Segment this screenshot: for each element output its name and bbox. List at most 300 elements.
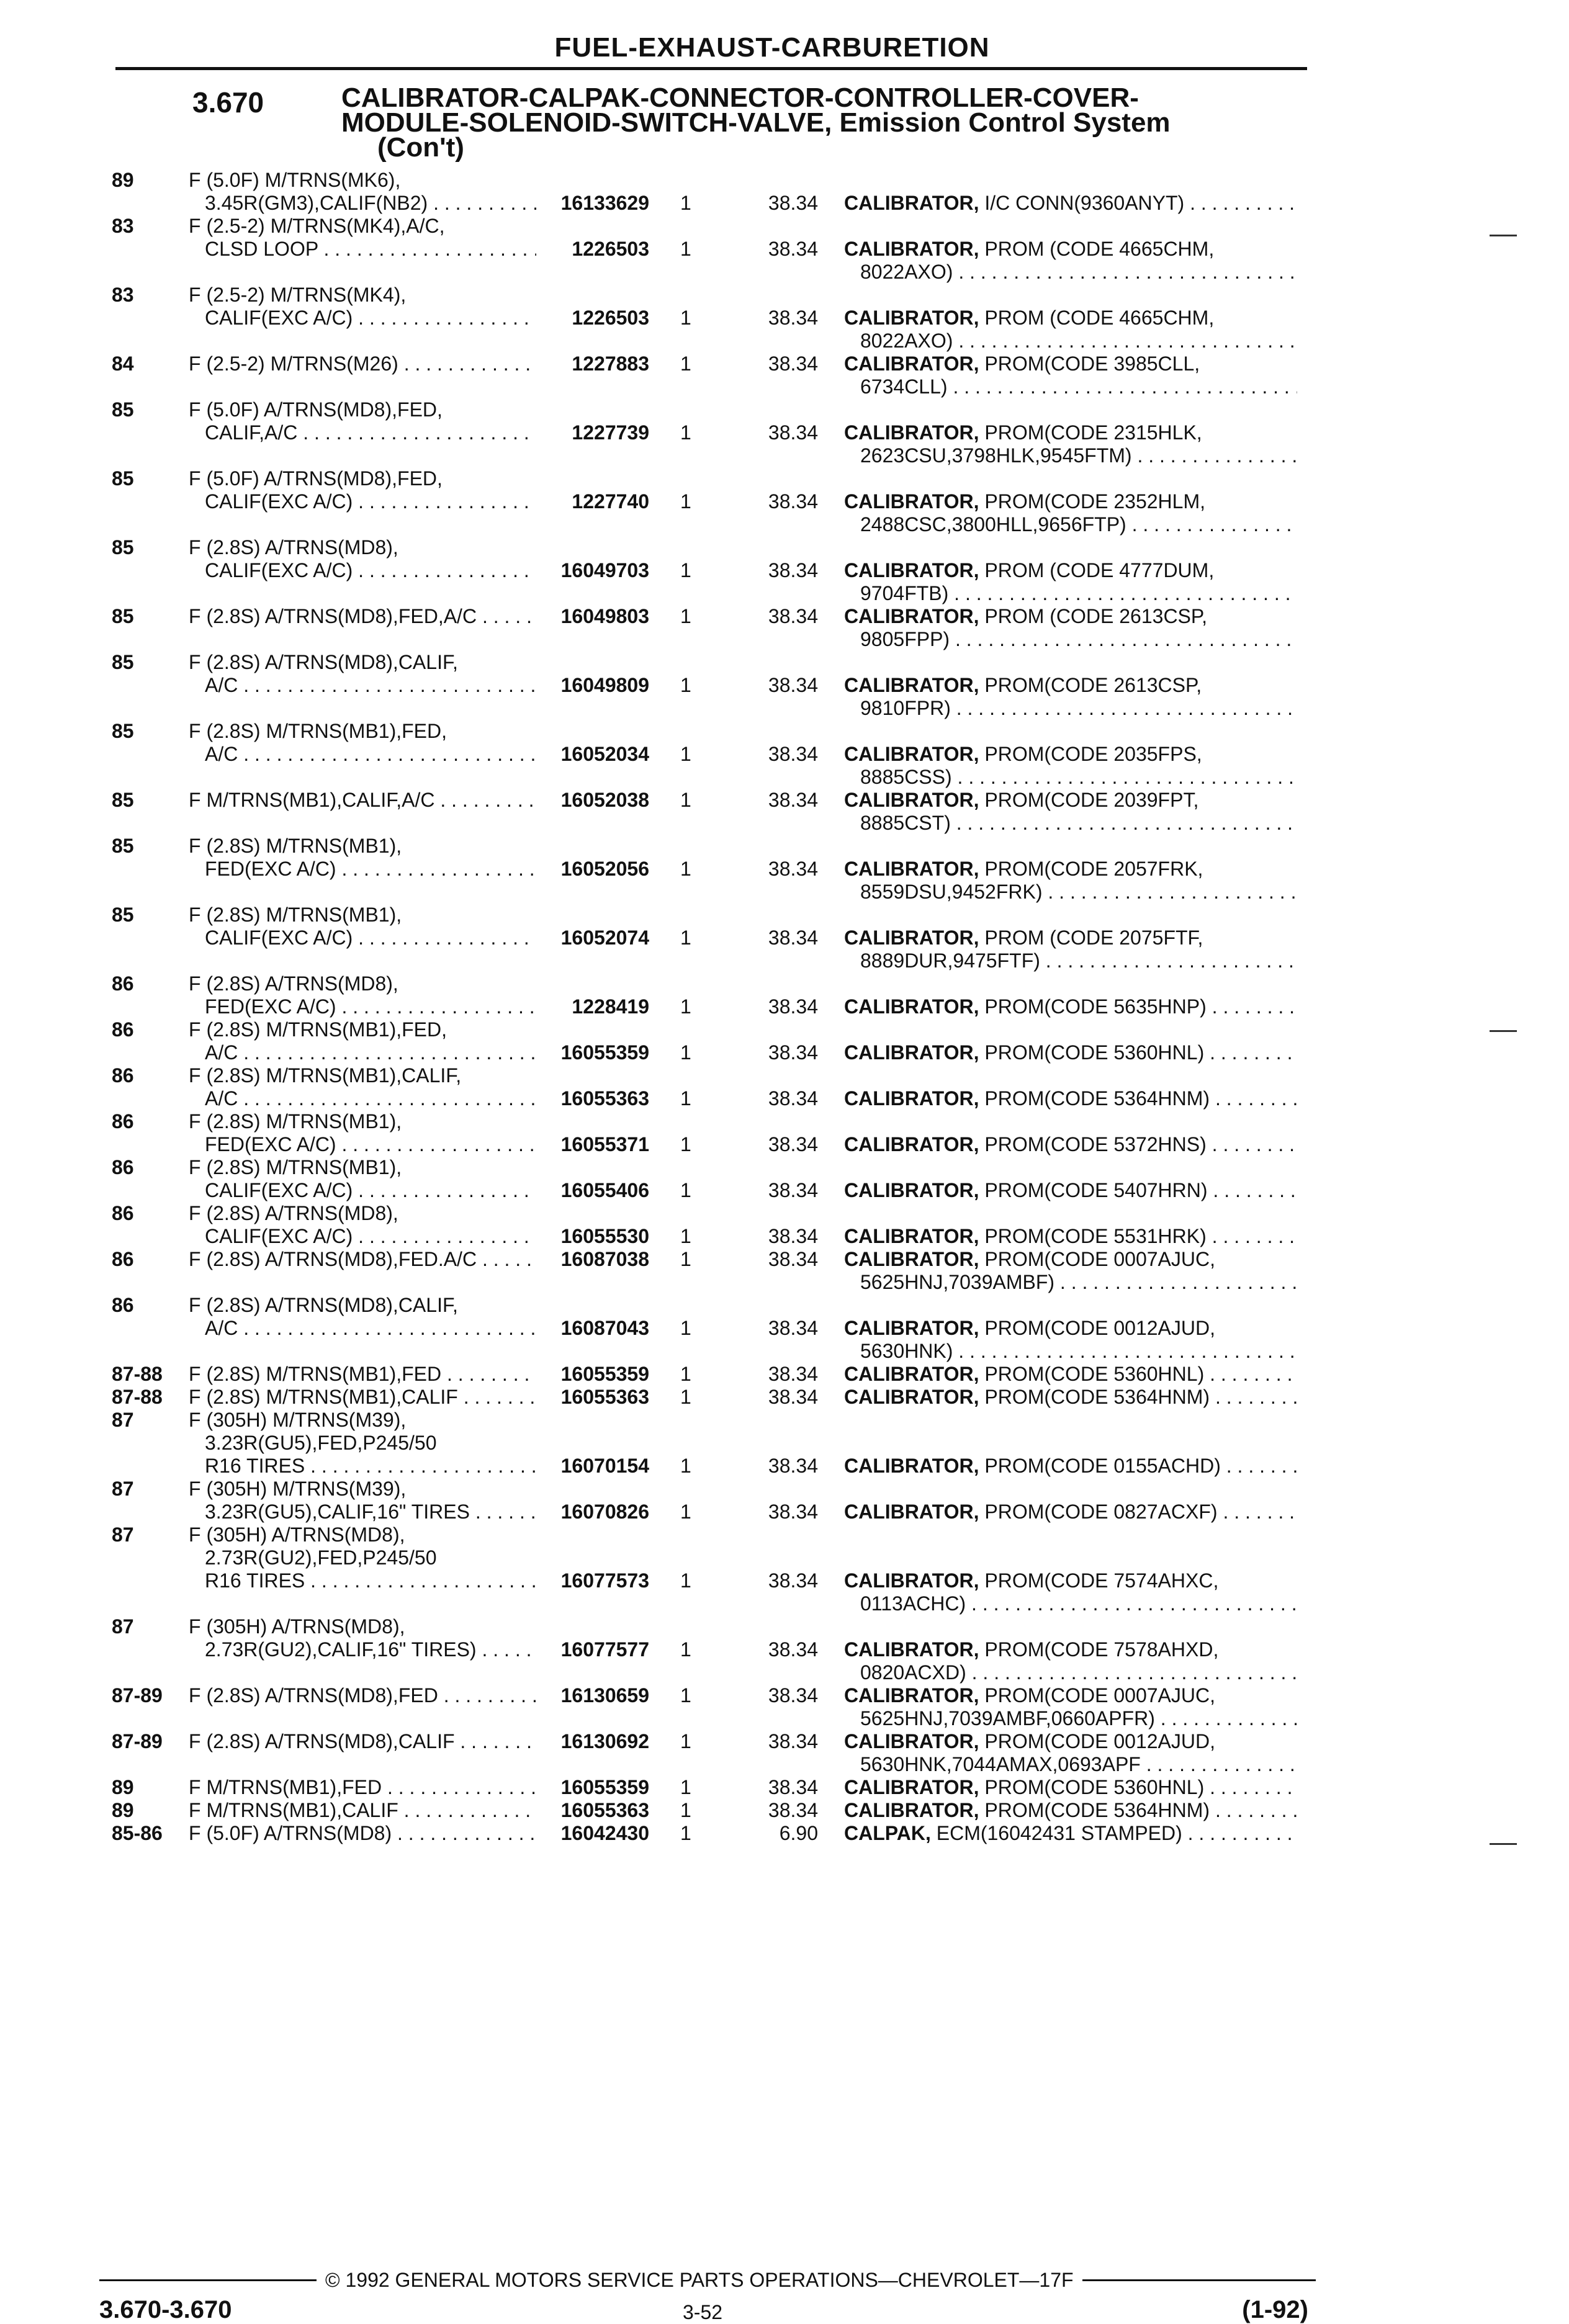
row-description-line: A/C . . . — [189, 743, 536, 766]
row-part-name — [844, 1455, 1297, 1478]
row-part-name-line: 8885CST) . . . — [844, 812, 1297, 835]
row-part-number: 16049703 — [560, 559, 649, 581]
row-year: 85 — [112, 398, 134, 421]
row-part-number: 16087038 — [560, 1248, 649, 1270]
row-part-number: 16042430 — [560, 1822, 649, 1844]
row-description-line: F (5.0F) M/TRNS(MK6), — [189, 169, 401, 191]
row-price: 38.34 — [768, 1569, 818, 1592]
row-description-line: CALIF(EXC A/C) . . . — [189, 490, 536, 513]
row-price: 38.34 — [768, 789, 818, 811]
row-description-line: F (2.5-2) M/TRNS(MK4),A/C, — [189, 215, 445, 237]
row-description-line: F (2.8S) M/TRNS(MB1), — [189, 904, 402, 926]
row-description-line: R16 TIRES . . . — [189, 1455, 536, 1478]
row-part-name-line: 9704FTB) . . . — [844, 582, 1297, 605]
table-row — [0, 1776, 1569, 1799]
row-part-name — [844, 1179, 1297, 1202]
row-description-line: F (5.0F) A/TRNS(MD8),FED, — [189, 467, 443, 490]
footer-rule-left — [99, 2279, 317, 2281]
row-price: 38.34 — [768, 559, 818, 581]
row-description-line: F (2.8S) M/TRNS(MB1), — [189, 835, 402, 857]
row-year: 85-86 — [112, 1822, 163, 1844]
row-description — [189, 1064, 536, 1110]
row-part-type: CALIBRATOR, — [844, 1386, 979, 1408]
row-description-line: F (2.8S) M/TRNS(MB1),CALIF . . . — [189, 1386, 536, 1409]
row-part-name — [844, 1363, 1297, 1386]
row-price: 38.34 — [768, 1363, 818, 1385]
row-part-number: 16055363 — [560, 1386, 649, 1408]
row-part-number: 16133629 — [560, 192, 649, 214]
row-description — [189, 904, 536, 949]
row-part-name — [844, 1638, 1297, 1684]
footer-copyright: © 1992 GENERAL MOTORS SERVICE PARTS OPERATIONS—CHEVROLET—17F — [325, 2269, 1074, 2291]
row-year: 89 — [112, 1799, 134, 1821]
row-year: 87-88 — [112, 1363, 163, 1385]
row-description — [189, 1018, 536, 1064]
row-part-name-line: 5625HNJ,7039AMBF,0660APFR) . . . — [844, 1707, 1297, 1730]
row-description-line: F (2.8S) A/TRNS(MD8), — [189, 1202, 398, 1224]
row-part-name-line: 5625HNJ,7039AMBF) . . . — [844, 1271, 1297, 1294]
row-price: 38.34 — [768, 352, 818, 375]
row-part-name — [844, 1684, 1297, 1730]
row-part-name — [844, 1569, 1297, 1615]
row-part-name-line: CALIBRATOR, PROM(CODE 0155ACHD) . . . — [844, 1455, 1297, 1478]
row-part-name-line: 2623CSU,3798HLK,9545FTM) . . . — [844, 444, 1297, 467]
row-description-line: F M/TRNS(MB1),CALIF,A/C . . . — [189, 789, 536, 812]
row-part-name-line: CALIBRATOR, PROM(CODE 5635HNP) . . . — [844, 995, 1297, 1018]
row-description-line: F (5.0F) A/TRNS(MD8) . . . — [189, 1822, 536, 1845]
row-description — [189, 835, 536, 881]
row-quantity: 1 — [680, 743, 691, 765]
row-description-line: FED(EXC A/C) . . . — [189, 858, 536, 881]
row-part-name-line: CALIBRATOR, PROM(CODE 2352HLM, — [844, 490, 1205, 513]
row-quantity: 1 — [680, 559, 691, 581]
footer-date: (1-92) — [1242, 2296, 1308, 2323]
row-part-name-line: CALIBRATOR, PROM(CODE 0827ACXF) . . . — [844, 1501, 1297, 1523]
row-part-name-line: 8559DSU,9452FRK) . . . — [844, 881, 1297, 904]
row-description — [189, 215, 536, 261]
row-price: 38.34 — [768, 1799, 818, 1821]
row-price: 38.34 — [768, 995, 818, 1018]
row-quantity: 1 — [680, 789, 691, 811]
row-quantity: 1 — [680, 490, 691, 513]
row-part-number: 16055406 — [560, 1179, 649, 1201]
row-part-type: CALIBRATOR, — [844, 490, 979, 513]
row-part-name-line: 0113ACHC) . . . — [844, 1592, 1297, 1615]
section-number: 3.670 — [192, 86, 264, 119]
row-quantity: 1 — [680, 1363, 691, 1385]
row-quantity: 1 — [680, 192, 691, 214]
row-quantity: 1 — [680, 1501, 691, 1523]
row-description-line: 2.73R(GU2),CALIF,16" TIRES) . . . — [189, 1638, 536, 1661]
row-part-name-line: 8022AXO) . . . — [844, 261, 1297, 284]
row-description-line: F (305H) A/TRNS(MD8), — [189, 1523, 405, 1546]
row-part-name — [844, 1799, 1297, 1822]
row-description — [189, 536, 536, 582]
table-row — [0, 972, 1569, 1018]
row-year: 83 — [112, 284, 134, 306]
row-part-name — [844, 559, 1297, 605]
row-description-line: F (5.0F) A/TRNS(MD8),FED, — [189, 398, 443, 421]
row-description-line: A/C . . . — [189, 1087, 536, 1110]
row-description — [189, 1110, 536, 1156]
row-part-name-line: CALIBRATOR, PROM(CODE 2035FPS, — [844, 743, 1202, 765]
page-header-title: FUEL-EXHAUST-CARBURETION — [554, 32, 990, 63]
table-row — [0, 398, 1569, 467]
row-part-type: CALIBRATOR, — [844, 307, 979, 329]
row-price: 38.34 — [768, 1133, 818, 1155]
row-description — [189, 1615, 536, 1661]
row-part-type: CALPAK, — [844, 1822, 931, 1844]
row-description-line: F (2.5-2) M/TRNS(MK4), — [189, 284, 407, 306]
row-description — [189, 284, 536, 330]
row-part-number: 16049809 — [560, 674, 649, 696]
table-row — [0, 835, 1569, 904]
table-row — [0, 1018, 1569, 1064]
row-part-type: CALIBRATOR, — [844, 605, 979, 627]
row-description — [189, 1409, 536, 1478]
row-part-number: 16055359 — [560, 1041, 649, 1064]
row-price: 38.34 — [768, 1684, 818, 1707]
row-part-name — [844, 789, 1297, 835]
row-year: 85 — [112, 835, 134, 857]
table-row — [0, 352, 1569, 398]
row-price: 38.34 — [768, 1386, 818, 1408]
row-part-type: CALIBRATOR, — [844, 1317, 979, 1339]
row-description — [189, 1684, 536, 1707]
row-description-line: F (2.8S) A/TRNS(MD8),FED.A/C . . . — [189, 1248, 536, 1271]
row-part-type: CALIBRATOR, — [844, 559, 979, 581]
row-year: 86 — [112, 1064, 134, 1087]
row-year: 87 — [112, 1615, 134, 1638]
margin-mark — [1490, 235, 1517, 236]
row-quantity: 1 — [680, 1822, 691, 1844]
row-part-name-line: CALIBRATOR, PROM(CODE 7578AHXD, — [844, 1638, 1219, 1661]
row-quantity: 1 — [680, 674, 691, 696]
row-description-line: R16 TIRES . . . — [189, 1569, 536, 1592]
row-year: 85 — [112, 467, 134, 490]
row-description-line: CALIF(EXC A/C) . . . — [189, 307, 536, 330]
row-price: 38.34 — [768, 1317, 818, 1339]
row-description-line: CALIF,A/C . . . — [189, 421, 536, 444]
row-description — [189, 1156, 536, 1202]
row-description-line: 3.23R(GU5),FED,P245/50 — [205, 1432, 437, 1454]
row-part-name-line: CALIBRATOR, PROM(CODE 0007AJUC, — [844, 1248, 1215, 1270]
row-part-name-line: CALIBRATOR, PROM (CODE 2613CSP, — [844, 605, 1207, 627]
row-part-number: 16087043 — [560, 1317, 649, 1339]
row-description — [189, 605, 536, 628]
row-part-name-line: 2488CSC,3800HLL,9656FTP) . . . — [844, 513, 1297, 536]
row-quantity: 1 — [680, 1730, 691, 1752]
row-part-name-line: CALIBRATOR, PROM(CODE 5364HNM) . . . — [844, 1799, 1297, 1822]
row-part-type: CALIBRATOR, — [844, 1225, 979, 1247]
row-description-line: A/C . . . — [189, 674, 536, 697]
footer-section-range: 3.670-3.670 — [99, 2296, 232, 2323]
row-part-number: 16055359 — [560, 1776, 649, 1798]
row-price: 38.34 — [768, 490, 818, 513]
row-part-number: 1227883 — [572, 352, 649, 375]
row-part-name — [844, 1248, 1297, 1294]
row-year: 86 — [112, 972, 134, 995]
footer-rule-right — [1082, 2279, 1316, 2281]
row-year: 85 — [112, 605, 134, 627]
margin-mark — [1490, 1030, 1517, 1032]
row-quantity: 1 — [680, 307, 691, 329]
row-part-name-line: CALIBRATOR, PROM(CODE 5531HRK) . . . — [844, 1225, 1297, 1248]
row-part-name-line: 9805FPP) . . . — [844, 628, 1297, 651]
row-description — [189, 972, 536, 1018]
table-row — [0, 651, 1569, 720]
row-quantity: 1 — [680, 1041, 691, 1064]
row-part-name-line: 0820ACXD) . . . — [844, 1661, 1297, 1684]
row-part-type: CALIBRATOR, — [844, 421, 979, 444]
section-title-line3: (Con't) — [377, 132, 464, 163]
row-part-type: CALIBRATOR, — [844, 1455, 979, 1477]
row-part-number: 16130692 — [560, 1730, 649, 1752]
row-quantity: 1 — [680, 1455, 691, 1477]
margin-mark — [1490, 1843, 1517, 1845]
row-price: 38.34 — [768, 605, 818, 627]
row-part-number: 16055363 — [560, 1087, 649, 1110]
row-part-name — [844, 1501, 1297, 1523]
row-year: 85 — [112, 789, 134, 811]
row-part-name-line: 6734CLL) . . . — [844, 375, 1297, 398]
footer-copyright-line — [99, 2269, 1316, 2292]
table-row — [0, 1799, 1569, 1822]
row-price: 38.34 — [768, 1248, 818, 1270]
row-description-line: F M/TRNS(MB1),CALIF . . . — [189, 1799, 536, 1822]
row-price: 38.34 — [768, 674, 818, 696]
table-row — [0, 1730, 1569, 1776]
row-quantity: 1 — [680, 1684, 691, 1707]
row-part-type: CALIBRATOR, — [844, 789, 979, 811]
row-description-line: F (305H) M/TRNS(M39), — [189, 1478, 407, 1500]
row-description — [189, 1248, 536, 1271]
row-quantity: 1 — [680, 858, 691, 880]
row-part-number: 16077577 — [560, 1638, 649, 1661]
row-part-number: 16052056 — [560, 858, 649, 880]
row-description-line: F (2.5-2) M/TRNS(M26) . . . — [189, 352, 536, 375]
row-description-line: A/C . . . — [189, 1041, 536, 1064]
row-part-number: 16070154 — [560, 1455, 649, 1477]
table-row — [0, 1248, 1569, 1294]
row-description-line: F (2.8S) M/TRNS(MB1),FED, — [189, 720, 447, 742]
row-description — [189, 1730, 536, 1753]
row-description — [189, 720, 536, 766]
row-year: 86 — [112, 1156, 134, 1178]
row-part-number: 16055530 — [560, 1225, 649, 1247]
row-price: 38.34 — [768, 238, 818, 260]
row-quantity: 1 — [680, 1133, 691, 1155]
row-quantity: 1 — [680, 1087, 691, 1110]
table-row — [0, 1156, 1569, 1202]
row-year: 85 — [112, 904, 134, 926]
row-quantity: 1 — [680, 995, 691, 1018]
row-part-name — [844, 1822, 1297, 1845]
table-row — [0, 1684, 1569, 1730]
table-row — [0, 1523, 1569, 1615]
row-part-name-line: CALIBRATOR, PROM(CODE 2613CSP, — [844, 674, 1202, 696]
row-part-number: 16055371 — [560, 1133, 649, 1155]
row-part-name — [844, 1386, 1297, 1409]
row-part-number: 16070826 — [560, 1501, 649, 1523]
row-part-name-line: CALIBRATOR, I/C CONN(9360ANYT) . . . — [844, 192, 1297, 215]
table-row — [0, 1615, 1569, 1684]
row-price: 38.34 — [768, 1455, 818, 1477]
row-description-line: F (305H) A/TRNS(MD8), — [189, 1615, 405, 1638]
row-part-type: CALIBRATOR, — [844, 1248, 979, 1270]
row-part-type: CALIBRATOR, — [844, 1041, 979, 1064]
row-part-name-line: CALIBRATOR, PROM(CODE 0012AJUD, — [844, 1730, 1215, 1752]
row-price: 38.34 — [768, 858, 818, 880]
row-part-name-line: 8889DUR,9475FTF) . . . — [844, 949, 1297, 972]
row-description-line: F (2.8S) A/TRNS(MD8), — [189, 972, 398, 995]
row-description — [189, 1523, 536, 1592]
section-title-line2: MODULE-SOLENOID-SWITCH-VALVE, Emission Control System — [341, 107, 1171, 138]
row-description — [189, 1386, 536, 1409]
table-row — [0, 1294, 1569, 1363]
row-description — [189, 352, 536, 375]
table-row — [0, 1064, 1569, 1110]
row-year: 87 — [112, 1523, 134, 1546]
row-part-number: 1226503 — [572, 307, 649, 329]
row-part-number: 16052074 — [560, 926, 649, 949]
row-part-name — [844, 307, 1297, 352]
row-year: 89 — [112, 169, 134, 191]
row-description-line: F (2.8S) A/TRNS(MD8),FED,A/C . . . — [189, 605, 536, 628]
row-year: 87-89 — [112, 1730, 163, 1752]
row-part-name — [844, 352, 1297, 398]
row-description — [189, 1363, 536, 1386]
row-part-type: CALIBRATOR, — [844, 1730, 979, 1752]
row-part-type: CALIBRATOR, — [844, 1363, 979, 1385]
row-part-name-line: CALIBRATOR, PROM(CODE 5407HRN) . . . — [844, 1179, 1297, 1202]
row-part-number: 1227739 — [572, 421, 649, 444]
row-price: 38.34 — [768, 743, 818, 765]
table-row — [0, 1202, 1569, 1248]
row-part-type: CALIBRATOR, — [844, 1087, 979, 1110]
table-row — [0, 284, 1569, 352]
row-part-name — [844, 192, 1297, 215]
row-part-number: 16055359 — [560, 1363, 649, 1385]
row-description-line: F (2.8S) M/TRNS(MB1), — [189, 1110, 402, 1133]
row-year: 83 — [112, 215, 134, 237]
row-description-line: F (2.8S) A/TRNS(MD8),CALIF, — [189, 651, 458, 673]
row-description-line: FED(EXC A/C) . . . — [189, 1133, 536, 1156]
row-part-type: CALIBRATOR, — [844, 1501, 979, 1523]
row-part-number: 16052034 — [560, 743, 649, 765]
table-row — [0, 789, 1569, 835]
row-price: 38.34 — [768, 1179, 818, 1201]
row-description — [189, 169, 536, 215]
row-part-name — [844, 743, 1297, 789]
row-price: 38.34 — [768, 1087, 818, 1110]
row-part-type: CALIBRATOR, — [844, 743, 979, 765]
row-year: 86 — [112, 1110, 134, 1133]
table-row — [0, 1478, 1569, 1523]
table-row — [0, 1386, 1569, 1409]
row-part-name — [844, 1133, 1297, 1156]
row-part-name — [844, 858, 1297, 904]
row-description-line: CALIF(EXC A/C) . . . — [189, 559, 536, 582]
row-part-type: CALIBRATOR, — [844, 674, 979, 696]
table-row — [0, 904, 1569, 972]
row-description-line: A/C . . . — [189, 1317, 536, 1340]
row-part-name — [844, 490, 1297, 536]
row-quantity: 1 — [680, 1248, 691, 1270]
row-description-line: F (2.8S) A/TRNS(MD8),CALIF, — [189, 1294, 458, 1316]
row-part-name — [844, 1730, 1297, 1776]
row-part-type: CALIBRATOR, — [844, 1638, 979, 1661]
row-part-type: CALIBRATOR, — [844, 1179, 979, 1201]
table-row — [0, 467, 1569, 536]
row-part-number: 1228419 — [572, 995, 649, 1018]
row-part-name-line: CALIBRATOR, PROM(CODE 2057FRK, — [844, 858, 1203, 880]
row-part-name — [844, 1041, 1297, 1064]
row-description-line: F (2.8S) M/TRNS(MB1), — [189, 1156, 402, 1178]
row-quantity: 1 — [680, 352, 691, 375]
row-description — [189, 1776, 536, 1799]
row-description — [189, 1822, 536, 1845]
table-row — [0, 1363, 1569, 1386]
row-quantity: 1 — [680, 421, 691, 444]
row-part-name-line: CALIBRATOR, PROM(CODE 7574AHXC, — [844, 1569, 1219, 1592]
row-part-name — [844, 1087, 1297, 1110]
table-row — [0, 1110, 1569, 1156]
table-row — [0, 1409, 1569, 1478]
row-part-name-line: CALIBRATOR, PROM(CODE 5360HNL) . . . — [844, 1776, 1297, 1799]
row-part-number: 1227740 — [572, 490, 649, 513]
row-part-name-line: CALIBRATOR, PROM(CODE 5364HNM) . . . — [844, 1087, 1297, 1110]
row-part-name-line: CALIBRATOR, PROM(CODE 5364HNM) . . . — [844, 1386, 1297, 1409]
row-year: 86 — [112, 1294, 134, 1316]
row-part-type: CALIBRATOR, — [844, 192, 979, 214]
row-part-name-line: 5630HNK,7044AMAX,0693APF . . . — [844, 1753, 1297, 1776]
row-part-number: 16049803 — [560, 605, 649, 627]
row-quantity: 1 — [680, 1386, 691, 1408]
row-part-name — [844, 995, 1297, 1018]
row-part-name-line: 8022AXO) . . . — [844, 330, 1297, 352]
row-year: 86 — [112, 1202, 134, 1224]
row-quantity: 1 — [680, 1179, 691, 1201]
row-year: 89 — [112, 1776, 134, 1798]
row-part-name-line: 5630HNK) . . . — [844, 1340, 1297, 1363]
row-description-line: F (2.8S) M/TRNS(MB1),FED . . . — [189, 1363, 536, 1386]
row-year: 86 — [112, 1018, 134, 1041]
row-description — [189, 1294, 536, 1340]
row-year: 85 — [112, 651, 134, 673]
row-quantity: 1 — [680, 1638, 691, 1661]
row-part-name-line: CALIBRATOR, PROM(CODE 2039FPT, — [844, 789, 1199, 811]
row-part-name-line: CALIBRATOR, PROM(CODE 2315HLK, — [844, 421, 1202, 444]
row-description-line: CALIF(EXC A/C) . . . — [189, 1179, 536, 1202]
row-part-name — [844, 605, 1297, 651]
row-part-type: CALIBRATOR, — [844, 926, 979, 949]
row-part-type: CALIBRATOR, — [844, 1799, 979, 1821]
row-quantity: 1 — [680, 926, 691, 949]
row-description-line: 2.73R(GU2),FED,P245/50 — [205, 1546, 437, 1569]
table-row — [0, 169, 1569, 215]
row-part-type: CALIBRATOR, — [844, 1776, 979, 1798]
row-part-type: CALIBRATOR, — [844, 352, 979, 375]
row-part-name-line: CALIBRATOR, PROM (CODE 2075FTF, — [844, 926, 1203, 949]
row-part-name — [844, 1776, 1297, 1799]
row-price: 38.34 — [768, 1730, 818, 1752]
row-description — [189, 398, 536, 444]
row-description — [189, 1478, 536, 1523]
row-description-line: F (2.8S) A/TRNS(MD8), — [189, 536, 398, 559]
row-part-name — [844, 1317, 1297, 1363]
row-year: 87-89 — [112, 1684, 163, 1707]
